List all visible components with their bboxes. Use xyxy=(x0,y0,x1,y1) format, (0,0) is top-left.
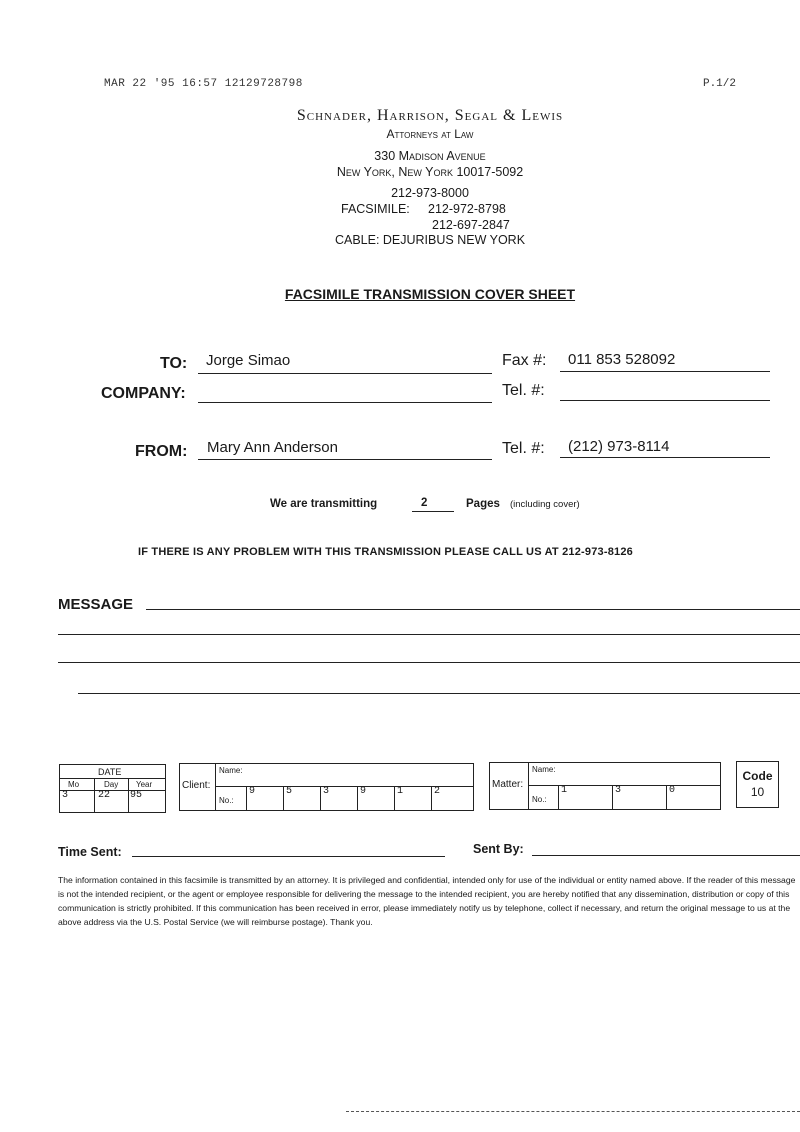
to-value: Jorge Simao xyxy=(206,352,291,369)
fax-value: 011 853 528092 xyxy=(568,351,676,368)
number-digit: 3 xyxy=(320,786,357,810)
company-tel-underline xyxy=(560,400,770,401)
date-box xyxy=(59,764,166,813)
code-value: 10 xyxy=(750,785,765,799)
number-digit: 1 xyxy=(394,786,431,810)
code-label: Code xyxy=(742,769,773,783)
date-box-divider-2 xyxy=(60,790,165,791)
matter-no-label: No.: xyxy=(532,795,547,804)
date-mo-value: 3 xyxy=(62,790,69,801)
fax-transmission-header: MAR 22 '95 16:57 12129728798 xyxy=(104,78,303,90)
date-col-2 xyxy=(128,778,129,812)
company-label: COMPANY: xyxy=(101,385,186,402)
date-col-1 xyxy=(94,778,95,812)
date-day-value: 22 xyxy=(98,790,111,801)
pages-count: 2 xyxy=(421,497,428,509)
time-sent-underline xyxy=(132,856,445,857)
code-box xyxy=(736,761,779,808)
pages-count-underline xyxy=(412,511,454,512)
client-number-digits xyxy=(246,786,473,810)
facsimile-label: FACSIMILE: xyxy=(341,202,410,216)
fax-label: Fax #: xyxy=(502,352,547,369)
matter-divider xyxy=(528,763,529,809)
cover-sheet-title: FACSIMILE TRANSMISSION COVER SHEET xyxy=(284,286,576,302)
message-label: MESSAGE xyxy=(58,596,134,613)
from-label: FROM: xyxy=(135,443,188,460)
problem-notice: IF THERE IS ANY PROBLEM WITH THIS TRANSMISSION PLEASE CALL US AT 212-973-8126 xyxy=(138,546,633,558)
client-box xyxy=(179,763,474,811)
time-sent-label: Time Sent: xyxy=(58,845,122,859)
date-mo-label: Mo xyxy=(68,780,80,789)
matter-number-digits xyxy=(558,785,720,809)
sent-by-underline xyxy=(532,855,800,856)
from-tel-underline xyxy=(560,457,770,458)
number-digit: 9 xyxy=(357,786,394,810)
matter-label: Matter: xyxy=(492,779,524,790)
firm-phone: 212-973-8000 xyxy=(391,186,469,200)
matter-box xyxy=(489,762,721,810)
date-box-divider xyxy=(60,778,165,779)
message-line-3 xyxy=(58,662,800,663)
pages-note: (including cover) xyxy=(510,499,580,510)
to-underline xyxy=(198,373,492,374)
matter-name-label: Name: xyxy=(532,765,556,774)
firm-fax-1: 212-972-8798 xyxy=(428,202,506,216)
company-tel-label: Tel. #: xyxy=(502,382,545,399)
client-name-label: Name: xyxy=(219,766,243,775)
pages-prefix: We are transmitting xyxy=(270,498,378,510)
date-day-label: Day xyxy=(104,780,119,789)
fax-underline xyxy=(560,371,770,372)
client-divider xyxy=(215,764,216,810)
number-digit: 5 xyxy=(283,786,320,810)
number-digit: 9 xyxy=(246,786,283,810)
company-underline xyxy=(198,402,492,403)
sent-by-label: Sent By: xyxy=(473,842,524,856)
firm-subtitle: Attorneys at Law xyxy=(386,127,474,141)
from-value: Mary Ann Anderson xyxy=(207,439,338,456)
date-year-value: 95 xyxy=(130,790,143,801)
firm-name: Schnader, Harrison, Segal & Lewis xyxy=(296,107,564,124)
date-year-label: Year xyxy=(136,780,153,789)
from-underline xyxy=(198,459,492,460)
number-digit: 2 xyxy=(431,786,468,810)
number-digit: 3 xyxy=(612,785,666,809)
firm-address-line-1: 330 Madison Avenue xyxy=(374,149,486,163)
to-label: TO: xyxy=(160,355,188,372)
scan-edge-line xyxy=(346,1111,800,1112)
client-no-label: No.: xyxy=(219,796,234,805)
page-number: P.1/2 xyxy=(702,78,736,90)
client-label: Client: xyxy=(182,780,211,791)
from-tel-value: (212) 973-8114 xyxy=(568,438,670,455)
number-digit: 0 xyxy=(666,785,720,809)
confidentiality-disclaimer: The information contained in this facsimile is transmitted by an attorney. It is privileged and confidential, intended only for use of the individual or entity named above. If the reader of this message is not the intended recipient, or the agent or employee responsible for delivering the message to the intended recipient, you are hereby notified that any dissemination, distribution or copy of this communication is strictly prohibited. If this communication has been received in error, please immediately notify us by telephone, collect if necessary, and return the original message to us at the above address via the U.S. Postal Service (we will reimburse postage). Thank you. xyxy=(58,875,796,927)
date-box-title: DATE xyxy=(98,767,122,777)
from-tel-label: Tel. #: xyxy=(502,440,545,457)
number-digit: 1 xyxy=(558,785,612,809)
pages-suffix: Pages xyxy=(466,498,500,510)
firm-cable: CABLE: DEJURIBUS NEW YORK xyxy=(334,233,526,247)
message-line-4 xyxy=(78,693,800,694)
firm-fax-2: 212-697-2847 xyxy=(432,218,510,232)
message-line-2 xyxy=(58,634,800,635)
message-line-1 xyxy=(146,609,800,610)
firm-address-line-2: New York, New York 10017-5092 xyxy=(336,165,524,179)
